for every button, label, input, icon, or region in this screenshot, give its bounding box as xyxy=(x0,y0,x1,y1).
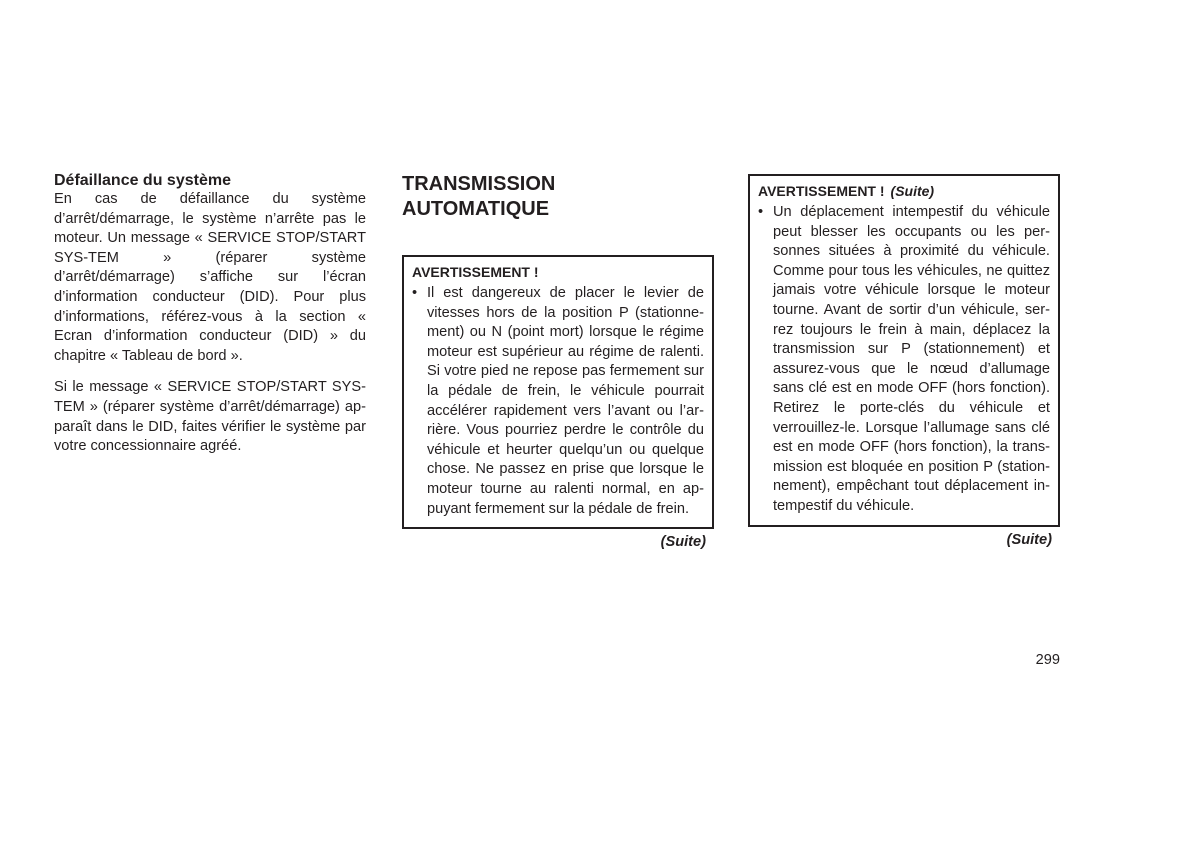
continued-label: (Suite) xyxy=(1006,531,1052,548)
warning-heading: AVERTISSEMENT ! xyxy=(412,264,539,280)
warning-text: Il est dangereux de placer le levier de vitesses hors de la position P (stationne-ment) ou N (point mort) lorsque le régime moteur est supérieur au régime de ralenti. Si votre pied ne repose pas fermement sur la pédale de frein, le véhicule pourrait accélérer rapidement vers l’avant ou l’ar-rière. Vous pourriez perdre le contrôle du véhicule et heurter quelqu’un ou quelque chose. Ne passez en prise que lorsque le moteur tourne au ralenti normal, en ap-puyant fermement sur la pédale de frein. xyxy=(427,285,704,517)
warning-heading-continued xyxy=(758,182,1050,200)
section-heading-system-failure: Défaillance du système xyxy=(54,172,231,189)
left-column xyxy=(54,172,366,469)
warning-box-1 xyxy=(402,255,714,529)
system-failure-paragraph-2: Si le message « SERVICE STOP/START SYS-TEM » (réparer système d’arrêt/démarrage) ap-paraît dans le DID, faites vérifier le système par votre concessionnaire agréé. xyxy=(54,379,366,455)
bullet-icon: • xyxy=(758,204,764,220)
right-column xyxy=(748,174,1060,550)
section-title-automatic-transmission xyxy=(402,172,714,222)
section-title-line-1: TRANSMISSION xyxy=(402,173,556,195)
warning-bullet-item xyxy=(758,203,1050,517)
middle-column xyxy=(402,172,714,553)
warning-heading-suite: (Suite) xyxy=(890,183,935,199)
section-title-line-2: AUTOMATIQUE xyxy=(402,198,550,220)
warning-heading-text: AVERTISSEMENT ! xyxy=(758,183,885,199)
page-number: 299 xyxy=(1035,652,1060,668)
bullet-icon: • xyxy=(412,285,418,301)
warning-box-2 xyxy=(748,174,1060,527)
system-failure-paragraph-1: En cas de défaillance du système d’arrêt/démarrage, le système n’arrête pas le moteur. Un message « SERVICE STOP/START SYS-TEM » (réparer système d’arrêt/démarrage) s’affiche sur l’écran d’information conducteur (DID). Pour plus d’informations, référez-vous à la section « Ecran d’information conducteur (DID) » du chapitre « Tableau de bord ». xyxy=(54,191,366,364)
warning-bullet-item xyxy=(412,284,704,519)
continued-label: (Suite) xyxy=(660,534,706,551)
warning-text: Un déplacement intempestif du véhicule peut blesser les occupants ou les per-sonnes situées à proximité du véhicule. Comme pour tous les véhicules, ne quittez jamais votre véhicule lorsque le moteur tourne. Avant de sortir d’un véhicule, ser-rez toujours le frein à main, déplacez la transmission sur P (stationnement) et assurez-vous que le nœud d’allumage sans clé est en mode OFF (hors fonction). Retirez le porte-clés du véhicule et verrouillez-le. Lorsque l’allumage sans clé est en mode OFF (hors fonction), la trans-mission est bloquée en position P (station-nement), empêchant tout déplacement in-tempestif du véhicule. xyxy=(773,204,1050,514)
